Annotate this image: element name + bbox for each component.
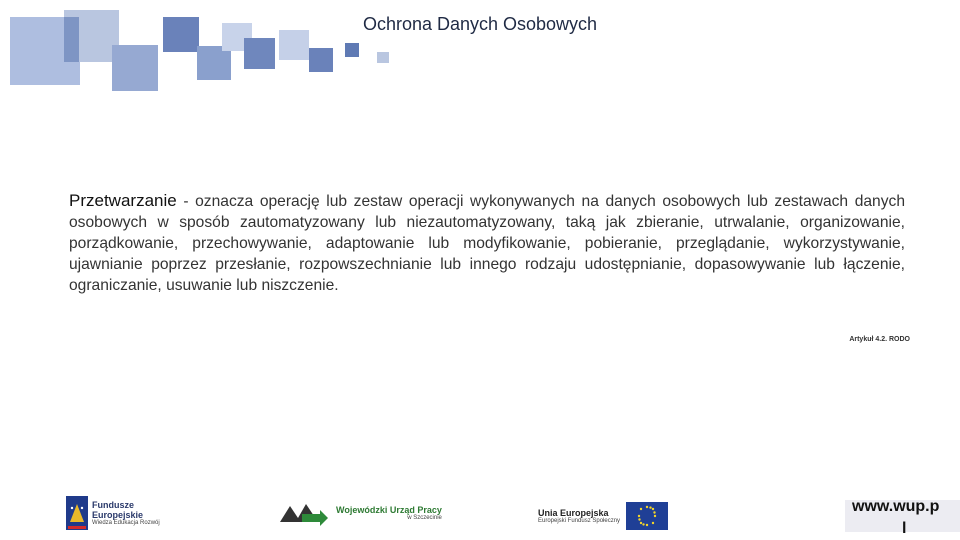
decor-square: [112, 45, 158, 91]
logo-sub: Wiedza Edukacja Rozwój: [92, 520, 160, 526]
logo-line2: Europejskie: [92, 510, 144, 520]
decor-square: [64, 17, 79, 62]
decor-square: [345, 43, 359, 57]
page-title: Ochrona Danych Osobowych: [362, 14, 598, 34]
eu-flag-icon: [626, 502, 668, 530]
footer: [0, 492, 960, 540]
logo-unia-europejska: [538, 502, 668, 530]
decor-square: [163, 17, 199, 52]
website-url[interactable]: www.wup.p: [852, 498, 940, 515]
decor-square: [309, 48, 333, 72]
logo-line1: Wojewódzki Urząd Pracy: [336, 505, 442, 515]
definition-paragraph: [69, 190, 905, 296]
logo-sub: w Szczecinie: [407, 515, 442, 521]
decor-square: [197, 46, 231, 80]
legal-reference: Artykuł 4.2. RODO: [849, 336, 910, 343]
logo-sub: Europejski Fundusz Społeczny: [538, 518, 621, 524]
website-url-tail: l: [902, 520, 907, 537]
decor-square: [377, 52, 389, 63]
logo-fundusze-europejskie: [66, 496, 160, 530]
logo-wup: [280, 500, 442, 526]
definition-term: Przetwarzanie: [69, 191, 177, 210]
fundusze-europejskie-icon: [66, 496, 88, 530]
decor-square: [244, 38, 275, 69]
logo-line1: Unia Europejska: [538, 508, 609, 518]
definition-text: - oznacza operację lub zestaw operacji wykonywanych na danych osobowych lub zestawach danych osobowych w sposób zautomatyzowany lub niezautomatyzowany, taką jak zbieranie, utrwalanie, organizowanie, porządkowanie, przechowywanie, adaptowanie lub modyfikowanie, pobieranie, przeglądanie, wykorzystywanie, ujawnianie poprzez przesłanie, rozpowszechnianie lub innego rodzaju udostępnianie, dopasowywanie lub łączenie, ograniczanie, usuwanie lub niszczenie.: [69, 193, 905, 294]
logo-line1: Fundusze: [92, 500, 134, 510]
wup-icon: [280, 500, 328, 526]
